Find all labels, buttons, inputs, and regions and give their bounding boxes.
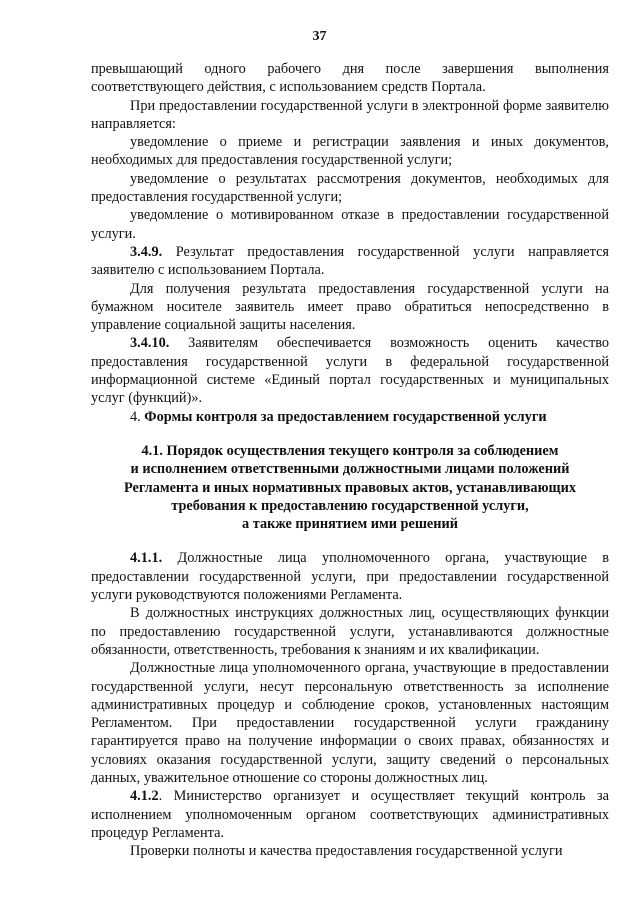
clause-number: 3.4.10. [130,335,170,352]
heading-line: 4.1. Порядок осуществления текущего контроля за соблюдением [141,442,559,459]
clause-4-1-2 [91,787,609,842]
heading-line: требования к предоставлению государственной услуги, [171,497,529,514]
paragraph: уведомление о приеме и регистрации заявления и иных документов, необходимых для предоставления государственной услуги; [91,134,609,169]
section-title: Формы контроля за предоставлением государственной услуги [144,408,547,425]
clause-3-4-10 [91,334,609,407]
clause-text: . Министерство организует и осуществляет текущий контроль за исполнением уполномоченным органом соответствующих административных процедур Регламента. [91,788,609,841]
clause-text: Результат предоставления государственной услуги направляется заявителю с использованием Портала. [91,243,609,279]
page-number: 37 [312,29,327,44]
section-number: 4. [130,408,145,425]
clause-4-1-1 [91,549,609,604]
paragraph: уведомление о мотивированном отказе в предоставлении государственной услуги. [91,207,609,242]
clause-text: Заявителям обеспечивается возможность оценить качество предоставления государственной услуги в федеральной государственной информационной системе «Единый портал государственных и муниципальных услуг (функций)». [91,335,609,407]
heading-line: Регламента и иных нормативных правовых актов, устанавливающих [124,479,576,496]
paragraph: При предоставлении государственной услуги в электронной форме заявителю направляется: [91,97,609,132]
paragraph: Должностные лица уполномоченного органа, участвующие в предоставлении государственной услуги, несут персональную ответственность за исполнение административных процедур и соблюдение сроков, установленных настоящим Регламентом. При предоставлении государственной услуги гражданину гарантируется право на получение информации о своих правах, обязанностях и условиях оказания государственной услуги, защиту сведений о персональных данных, уважительное отношение со стороны должностных лиц. [91,660,609,786]
paragraph: Для получения результата предоставления государственной услуги на бумажном носителе заявитель имеет право обратиться непосредственно в управление социальной защиты населения. [91,280,609,334]
document-body [91,60,609,860]
paragraph: уведомление о результатах рассмотрения документов, необходимых для предоставления государственной услуги; [91,170,609,206]
clause-text: Должностные лица уполномоченного органа, участвующие в предоставлении государственной услуги, при предоставлении государственной услуги руководствуются положениями Регламента. [91,550,609,604]
section-4-1-heading [91,442,609,533]
paragraph: Проверки полноты и качества предоставления государственной услуги [130,843,563,860]
heading-line: а также принятием ими решений [242,516,458,533]
clause-number: 4.1.2 [130,788,159,805]
clause-3-4-9 [91,243,609,280]
clause-number: 3.4.9. [130,243,163,260]
heading-line: и исполнением ответственными должностными лицами положений [130,461,570,478]
paragraph: В должностных инструкциях должностных лиц, осуществляющих функции по предоставлению государственной услуги, устанавливаются должностные обязанности, ответственность, требования к знаниям и их квалификации. [91,605,609,658]
section-4-heading [91,408,609,426]
spacer [91,533,609,549]
paragraph: превышающий одного рабочего дня после завершения выполнения соответствующего действия, с использованием средств Портала. [91,61,609,96]
clause-number: 4.1.1. [130,550,163,567]
